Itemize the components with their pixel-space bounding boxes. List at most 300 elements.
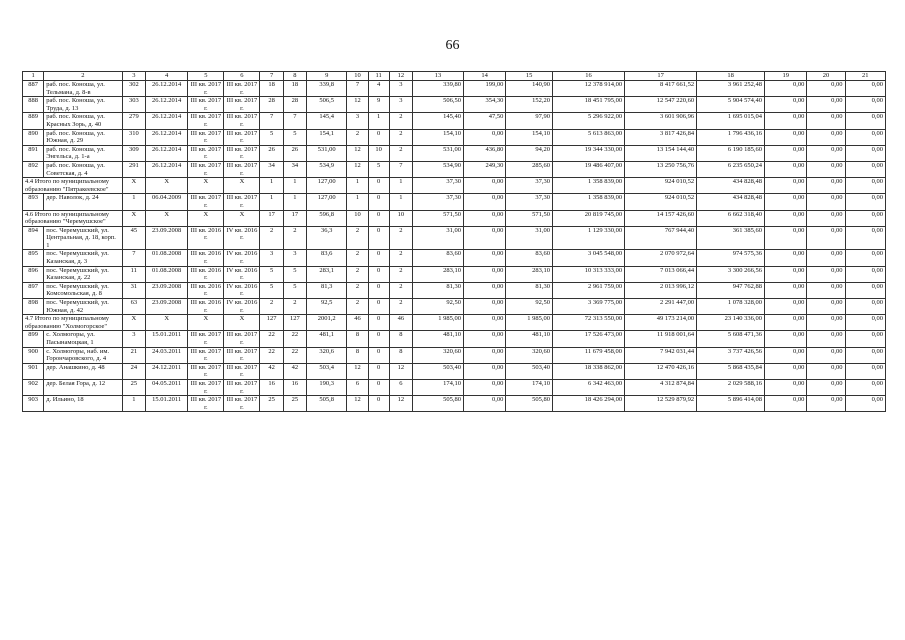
table-cell: 1	[283, 178, 306, 194]
table-cell: 0,00	[463, 129, 505, 145]
table-cell: IV кв. 2016 г.	[224, 250, 260, 266]
table-cell: X	[188, 315, 224, 331]
table-cell: 505,80	[413, 396, 464, 412]
table-cell: 0,00	[764, 379, 806, 395]
table-cell: III кв. 2017 г.	[188, 331, 224, 347]
table-cell: 1	[260, 194, 283, 210]
table-cell: 505,80	[506, 396, 553, 412]
table-cell: 0,00	[463, 363, 505, 379]
table-cell: 896	[23, 266, 44, 282]
table-cell: III кв. 2017 г.	[188, 145, 224, 161]
table-cell: 18	[260, 81, 283, 97]
table-cell: 285,60	[506, 161, 553, 177]
table-cell: 0	[368, 250, 389, 266]
table-cell: 506,5	[307, 97, 347, 113]
table-cell: 1 078 328,00	[697, 299, 765, 315]
table-cell: 174,10	[506, 379, 553, 395]
table-cell: 83,6	[307, 250, 347, 266]
table-cell: 339,8	[307, 81, 347, 97]
table-cell: 3 045 548,00	[552, 250, 624, 266]
table-cell: 0	[368, 347, 389, 363]
table-row	[23, 266, 886, 282]
table-cell: 23.09.2008	[145, 282, 187, 298]
table-cell: 505,8	[307, 396, 347, 412]
table-cell: X	[145, 178, 187, 194]
table-cell: 1 358 839,00	[552, 178, 624, 194]
table-cell: X	[188, 210, 224, 226]
table-cell: X	[145, 315, 187, 331]
table-cell: 11 918 001,64	[625, 331, 697, 347]
table-cell: 18 338 862,00	[552, 363, 624, 379]
table-cell: III кв. 2016 г.	[188, 266, 224, 282]
table-cell: 354,30	[463, 97, 505, 113]
column-header: 4	[145, 72, 187, 81]
table-cell: 17	[283, 210, 306, 226]
table-cell: 436,80	[463, 145, 505, 161]
table-cell: 0,00	[463, 250, 505, 266]
table-cell: 571,50	[506, 210, 553, 226]
table-row	[23, 81, 886, 97]
table-cell: 8	[389, 331, 412, 347]
table-cell: 127	[283, 315, 306, 331]
table-cell: 0,00	[845, 396, 885, 412]
page-number: 66	[445, 38, 460, 53]
table-cell: 3	[389, 97, 412, 113]
table-cell: 26.12.2014	[145, 113, 187, 129]
table-cell: 503,40	[506, 363, 553, 379]
table-cell: III кв. 2017 г.	[224, 363, 260, 379]
table-cell: 12	[347, 97, 368, 113]
table-cell: 0,00	[845, 81, 885, 97]
table-cell: 291	[122, 161, 145, 177]
table-cell: 0,00	[845, 315, 885, 331]
table-cell: 0,00	[807, 347, 845, 363]
table-cell: дер. Анашкино, д. 48	[44, 363, 122, 379]
table-cell: 20 819 745,00	[552, 210, 624, 226]
table-row	[23, 379, 886, 395]
table-cell: III кв. 2017 г.	[224, 331, 260, 347]
table-cell: 22	[283, 331, 306, 347]
column-header: 3	[122, 72, 145, 81]
table-cell: 890	[23, 129, 44, 145]
table-cell: 0,00	[845, 347, 885, 363]
table-cell: X	[188, 178, 224, 194]
table-cell: 1 985,00	[506, 315, 553, 331]
table-cell: 3	[260, 250, 283, 266]
table-cell: 06.04.2009	[145, 194, 187, 210]
table-cell: 127,00	[307, 178, 347, 194]
table-cell: 0,00	[764, 250, 806, 266]
table-cell: 320,60	[413, 347, 464, 363]
table-cell: 434 828,48	[697, 194, 765, 210]
table-cell: 127	[260, 315, 283, 331]
table-cell: 15.01.2011	[145, 331, 187, 347]
table-cell: 279	[122, 113, 145, 129]
table-cell: 0	[368, 331, 389, 347]
table-cell: 0,00	[807, 226, 845, 250]
table-cell: III кв. 2017 г.	[224, 379, 260, 395]
table-cell: 0,00	[807, 210, 845, 226]
table-cell: раб. пос. Коноша, ул. Тельмана, д. 8-в	[44, 81, 122, 97]
table-cell: 0,00	[463, 331, 505, 347]
table-cell: 63	[122, 299, 145, 315]
table-cell: 903	[23, 396, 44, 412]
table-cell: 2	[389, 299, 412, 315]
table-row	[23, 145, 886, 161]
table-cell: 571,50	[413, 210, 464, 226]
table-cell: 481,10	[506, 331, 553, 347]
table-cell: X	[122, 315, 145, 331]
table-cell: IV кв. 2016 г.	[224, 282, 260, 298]
table-cell: 0,00	[764, 226, 806, 250]
table-cell: 1 796 436,16	[697, 129, 765, 145]
table-cell: 5 613 863,00	[552, 129, 624, 145]
table-cell: 0,00	[845, 210, 885, 226]
table-cell: 0,00	[463, 282, 505, 298]
table-cell: III кв. 2016 г.	[188, 250, 224, 266]
table-cell: 901	[23, 363, 44, 379]
table-cell: 140,90	[506, 81, 553, 97]
table-cell: 12	[347, 396, 368, 412]
column-header: 15	[506, 72, 553, 81]
table-cell: 5	[368, 161, 389, 177]
column-header: 5	[188, 72, 224, 81]
table-cell: 5	[260, 266, 283, 282]
table-cell: 0,00	[463, 266, 505, 282]
column-header: 17	[625, 72, 697, 81]
table-cell: III кв. 2017 г.	[224, 347, 260, 363]
table-cell: 5	[260, 129, 283, 145]
table-cell: 12	[347, 363, 368, 379]
table-cell: 4.4 Итого по муниципальному образованию "Пятракеевское"	[23, 178, 123, 194]
table-cell: 0,00	[463, 396, 505, 412]
table-cell: 6 342 463,00	[552, 379, 624, 395]
table-cell: 19 344 330,00	[552, 145, 624, 161]
table-cell: 0	[368, 299, 389, 315]
table-cell: 895	[23, 250, 44, 266]
table-cell: 2	[389, 266, 412, 282]
table-cell: III кв. 2017 г.	[224, 113, 260, 129]
table-cell: III кв. 2017 г.	[188, 194, 224, 210]
table-cell: 31,00	[413, 226, 464, 250]
table-cell: IV кв. 2016 г.	[224, 299, 260, 315]
table-cell: 0,00	[807, 266, 845, 282]
table-cell: 47,50	[463, 113, 505, 129]
table-cell: 0,00	[845, 113, 885, 129]
table-cell: III кв. 2017 г.	[224, 161, 260, 177]
table-cell: 924 010,52	[625, 178, 697, 194]
table-cell: 283,1	[307, 266, 347, 282]
table-cell: 7	[122, 250, 145, 266]
table-cell: 0	[368, 210, 389, 226]
column-header: 21	[845, 72, 885, 81]
table-cell: 534,90	[413, 161, 464, 177]
table-cell: 5	[283, 266, 306, 282]
table-cell: 534,9	[307, 161, 347, 177]
table-cell: 0,00	[764, 315, 806, 331]
table-cell: 0	[368, 178, 389, 194]
table-cell: X	[122, 210, 145, 226]
table-cell: 0,00	[807, 194, 845, 210]
table-cell: 898	[23, 299, 44, 315]
table-cell: 81,30	[506, 282, 553, 298]
table-cell: 434 828,48	[697, 178, 765, 194]
table-cell: 1	[122, 194, 145, 210]
table-cell: 37,30	[506, 178, 553, 194]
table-cell: пос. Черемушский, ул. Казанская, д. 22	[44, 266, 122, 282]
table-cell: 46	[347, 315, 368, 331]
table-cell: 3 961 252,48	[697, 81, 765, 97]
table-cell: 2	[347, 250, 368, 266]
table-cell: X	[224, 178, 260, 194]
table-cell: раб. пос. Коноша, ул. Энгельса, д. 1-а	[44, 145, 122, 161]
table-cell: 18 426 294,00	[552, 396, 624, 412]
table-cell: 37,30	[413, 178, 464, 194]
table-cell: с. Холмогоры, наб. им. Горончаровского, д. 4	[44, 347, 122, 363]
table-cell: 7 942 031,44	[625, 347, 697, 363]
table-cell: 0,00	[764, 81, 806, 97]
table-cell: 249,30	[463, 161, 505, 177]
table-cell: 0,00	[463, 226, 505, 250]
table-row	[23, 331, 886, 347]
table-cell: 3 300 266,56	[697, 266, 765, 282]
table-cell: 0,00	[845, 145, 885, 161]
column-header: 6	[224, 72, 260, 81]
table-cell: 12	[389, 396, 412, 412]
table-cell: 3 601 906,96	[625, 113, 697, 129]
table-cell: 10 313 333,00	[552, 266, 624, 282]
table-cell: 10	[389, 210, 412, 226]
table-cell: 23.09.2008	[145, 226, 187, 250]
table-row	[23, 282, 886, 298]
table-row	[23, 129, 886, 145]
table-cell: 2	[389, 145, 412, 161]
table-cell: 2	[389, 226, 412, 250]
table-cell: 2 029 588,16	[697, 379, 765, 395]
table-cell: 0,00	[807, 331, 845, 347]
table-cell: 2	[389, 113, 412, 129]
table-cell: 7	[283, 113, 306, 129]
table-cell: 1	[347, 194, 368, 210]
table-cell: 8	[347, 331, 368, 347]
table-cell: пос. Черемушский, ул. Комсомольская, д. 8	[44, 282, 122, 298]
table-cell: 8	[389, 347, 412, 363]
table-cell: 0,00	[463, 210, 505, 226]
table-cell: 0	[368, 226, 389, 250]
table-cell: 25	[260, 396, 283, 412]
table-cell: 1 985,00	[413, 315, 464, 331]
table-cell: 0,00	[845, 194, 885, 210]
table-cell: III кв. 2016 г.	[188, 226, 224, 250]
table-cell: 7 013 066,44	[625, 266, 697, 282]
table-cell: 531,00	[307, 145, 347, 161]
table-cell: 12 378 914,00	[552, 81, 624, 97]
table-cell: 0,00	[845, 226, 885, 250]
table-cell: 22	[260, 331, 283, 347]
table-cell: 97,90	[506, 113, 553, 129]
table-cell: 49 173 214,00	[625, 315, 697, 331]
table-cell: 0,00	[845, 161, 885, 177]
table-cell: 127,00	[307, 194, 347, 210]
table-cell: 0,00	[845, 363, 885, 379]
table-cell: 5 868 435,84	[697, 363, 765, 379]
table-cell: 481,1	[307, 331, 347, 347]
table-cell: 892	[23, 161, 44, 177]
table-cell: 0,00	[463, 194, 505, 210]
table-cell: 0,00	[764, 97, 806, 113]
table-cell: 924 010,52	[625, 194, 697, 210]
table-cell: 0,00	[807, 161, 845, 177]
table-cell: 0,00	[764, 331, 806, 347]
table-cell: 11 679 458,00	[552, 347, 624, 363]
table-cell: 3 369 775,00	[552, 299, 624, 315]
table-cell: 12	[347, 145, 368, 161]
table-cell: 24.03.2011	[145, 347, 187, 363]
table-cell: 503,40	[413, 363, 464, 379]
table-cell: 320,6	[307, 347, 347, 363]
table-cell: 8	[347, 347, 368, 363]
table-cell: 0,00	[845, 282, 885, 298]
table-cell: 0,00	[764, 129, 806, 145]
table-cell: 0,00	[807, 81, 845, 97]
table-cell: 0,00	[463, 299, 505, 315]
table-cell: 1 695 015,04	[697, 113, 765, 129]
table-cell: 21	[122, 347, 145, 363]
table-cell: 12	[389, 363, 412, 379]
table-cell: 0,00	[807, 250, 845, 266]
table-cell: 15.01.2011	[145, 396, 187, 412]
table-cell: 0,00	[845, 178, 885, 194]
table-cell: 26.12.2014	[145, 129, 187, 145]
table-cell: 28	[283, 97, 306, 113]
column-header: 20	[807, 72, 845, 81]
table-cell: 1	[368, 113, 389, 129]
table-cell: III кв. 2017 г.	[188, 113, 224, 129]
table-cell: III кв. 2017 г.	[188, 97, 224, 113]
subtotal-row	[23, 315, 886, 331]
column-header: 10	[347, 72, 368, 81]
table-cell: 42	[283, 363, 306, 379]
column-header: 12	[389, 72, 412, 81]
table-cell: 5 896 414,08	[697, 396, 765, 412]
table-cell: 2	[347, 129, 368, 145]
table-row	[23, 347, 886, 363]
table-cell: 92,50	[506, 299, 553, 315]
column-header: 7	[260, 72, 283, 81]
table-cell: 0	[368, 194, 389, 210]
table-cell: 302	[122, 81, 145, 97]
column-header: 19	[764, 72, 806, 81]
table-cell: 2	[260, 226, 283, 250]
table-cell: 3	[283, 250, 306, 266]
table-cell: 6 190 185,60	[697, 145, 765, 161]
table-cell: 2	[260, 299, 283, 315]
register-table	[22, 71, 886, 412]
table-cell: 26	[283, 145, 306, 161]
table-cell: 0,00	[845, 129, 885, 145]
table-cell: 0,00	[764, 194, 806, 210]
table-cell: 0,00	[807, 282, 845, 298]
table-cell: 13 250 756,76	[625, 161, 697, 177]
table-cell: 6 662 318,40	[697, 210, 765, 226]
table-cell: 889	[23, 113, 44, 129]
table-cell: 5	[283, 282, 306, 298]
table-cell: 23.09.2008	[145, 299, 187, 315]
table-cell: пос. Черемушский, ул. Центральная, д. 18, корп. 1	[44, 226, 122, 250]
table-cell: 0,00	[807, 145, 845, 161]
table-cell: 81,3	[307, 282, 347, 298]
table-cell: 3	[122, 331, 145, 347]
table-cell: 16	[260, 379, 283, 395]
table-cell: 19 486 407,00	[552, 161, 624, 177]
table-cell: 0,00	[764, 178, 806, 194]
table-cell: 12 547 220,60	[625, 97, 697, 113]
table-cell: раб. пос. Коноша, ул. Южная, д. 29	[44, 129, 122, 145]
table-cell: 2	[347, 226, 368, 250]
table-cell: 0,00	[807, 113, 845, 129]
table-cell: 0,00	[845, 250, 885, 266]
table-row	[23, 113, 886, 129]
table-cell: 767 944,40	[625, 226, 697, 250]
table-cell: X	[224, 210, 260, 226]
table-cell: 503,4	[307, 363, 347, 379]
table-cell: 2	[283, 226, 306, 250]
table-cell: 13 154 144,40	[625, 145, 697, 161]
table-cell: 12 470 426,16	[625, 363, 697, 379]
table-cell: 11	[122, 266, 145, 282]
table-cell: 17	[260, 210, 283, 226]
table-cell: 5	[283, 129, 306, 145]
table-cell: 83,60	[413, 250, 464, 266]
table-cell: 0,00	[807, 129, 845, 145]
table-cell: III кв. 2017 г.	[224, 97, 260, 113]
table-cell: 2	[347, 282, 368, 298]
table-cell: 1 129 330,00	[552, 226, 624, 250]
table-cell: пос. Черемушский, ул. Казанская, д. 3	[44, 250, 122, 266]
table-cell: 14 157 426,60	[625, 210, 697, 226]
table-cell: 16	[283, 379, 306, 395]
table-cell: 26.12.2014	[145, 97, 187, 113]
table-cell: 72 313 550,00	[552, 315, 624, 331]
table-cell: 900	[23, 347, 44, 363]
table-cell: 7	[389, 161, 412, 177]
column-header: 16	[552, 72, 624, 81]
table-cell: 7	[347, 81, 368, 97]
table-cell: 0,00	[807, 379, 845, 395]
table-cell: 0,00	[764, 396, 806, 412]
table-cell: 893	[23, 194, 44, 210]
table-cell: 4 312 874,84	[625, 379, 697, 395]
table-cell: 0,00	[764, 113, 806, 129]
table-cell: 2	[347, 299, 368, 315]
table-cell: 5 296 922,00	[552, 113, 624, 129]
table-cell: 0,00	[764, 210, 806, 226]
table-cell: 361 385,60	[697, 226, 765, 250]
table-cell: 23 140 336,00	[697, 315, 765, 331]
table-cell: 0,00	[463, 347, 505, 363]
table-cell: 887	[23, 81, 44, 97]
table-cell: 31	[122, 282, 145, 298]
table-cell: 25	[122, 379, 145, 395]
table-cell: 0,00	[463, 379, 505, 395]
subtotal-row	[23, 210, 886, 226]
table-row	[23, 250, 886, 266]
table-cell: 0,00	[807, 363, 845, 379]
table-row	[23, 97, 886, 113]
table-cell: 310	[122, 129, 145, 145]
table-cell: 45	[122, 226, 145, 250]
column-header: 1	[23, 72, 44, 81]
